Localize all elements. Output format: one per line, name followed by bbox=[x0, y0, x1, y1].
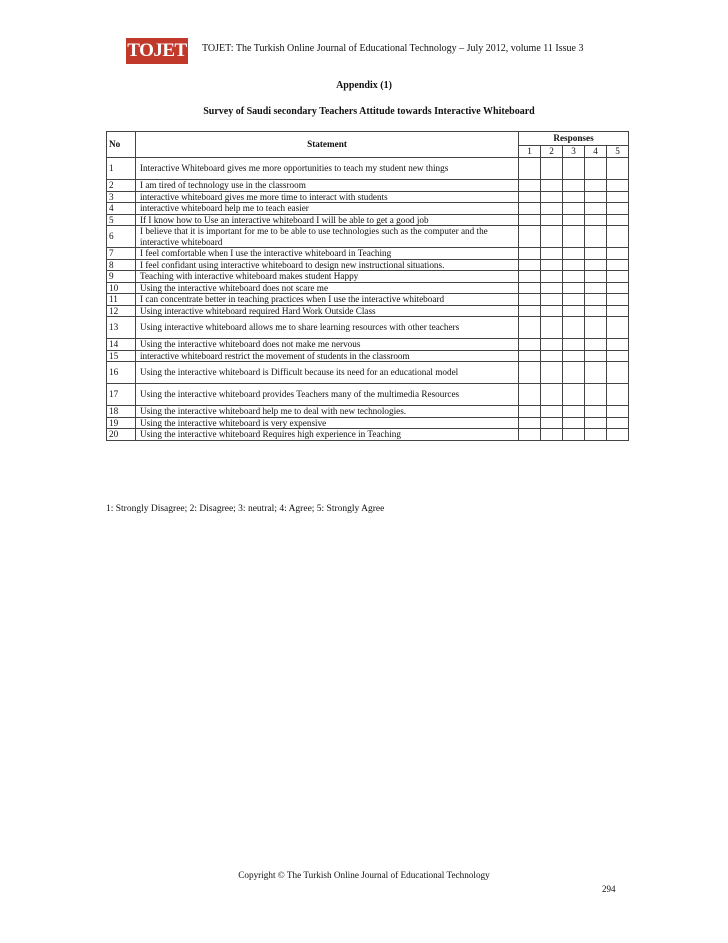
tojet-logo bbox=[126, 38, 188, 64]
response-cell-2[interactable] bbox=[541, 271, 563, 283]
row-number: 2 bbox=[107, 180, 136, 192]
row-number: 16 bbox=[107, 362, 136, 384]
response-cell-4[interactable] bbox=[585, 203, 607, 215]
row-number: 9 bbox=[107, 271, 136, 283]
row-statement: Using interactive whiteboard allows me to share learning resources with other teachers bbox=[136, 317, 519, 339]
response-cell-3[interactable] bbox=[563, 406, 585, 418]
row-statement: interactive whiteboard restrict the movement of students in the classroom bbox=[136, 350, 519, 362]
row-number: 20 bbox=[107, 429, 136, 441]
table-row bbox=[107, 282, 629, 294]
table-row bbox=[107, 429, 629, 441]
response-cell-1[interactable] bbox=[519, 305, 541, 317]
response-cell-2[interactable] bbox=[541, 191, 563, 203]
row-number: 4 bbox=[107, 203, 136, 215]
response-cell-4[interactable] bbox=[585, 158, 607, 180]
response-cell-1[interactable] bbox=[519, 248, 541, 260]
table-row bbox=[107, 226, 629, 248]
row-number: 17 bbox=[107, 384, 136, 406]
row-number: 12 bbox=[107, 305, 136, 317]
response-cell-2[interactable] bbox=[541, 248, 563, 260]
row-statement: I feel confidant using interactive whiteboard to design new instructional situations. bbox=[136, 259, 519, 271]
copyright-footer: Copyright © The Turkish Online Journal of Educational Technology bbox=[238, 870, 490, 880]
response-cell-1[interactable] bbox=[519, 282, 541, 294]
row-number: 11 bbox=[107, 294, 136, 306]
response-cell-4[interactable] bbox=[585, 226, 607, 248]
response-cell-5[interactable] bbox=[607, 429, 629, 441]
response-cell-5[interactable] bbox=[607, 271, 629, 283]
response-cell-2[interactable] bbox=[541, 384, 563, 406]
row-statement: Using the interactive whiteboard does not scare me bbox=[136, 282, 519, 294]
response-cell-1[interactable] bbox=[519, 350, 541, 362]
response-cell-2[interactable] bbox=[541, 226, 563, 248]
response-cell-4[interactable] bbox=[585, 406, 607, 418]
row-statement: Using the interactive whiteboard is Difficult because its need for an educational model bbox=[136, 362, 519, 384]
response-cell-3[interactable] bbox=[563, 417, 585, 429]
response-cell-5[interactable] bbox=[607, 350, 629, 362]
response-cell-2[interactable] bbox=[541, 203, 563, 215]
response-cell-1[interactable] bbox=[519, 271, 541, 283]
row-number: 6 bbox=[107, 226, 136, 248]
column-header-statement: Statement bbox=[136, 132, 519, 158]
response-cell-2[interactable] bbox=[541, 282, 563, 294]
table-row bbox=[107, 158, 629, 180]
row-statement: I believe that it is important for me to be able to use technologies such as the computer and the interactive whiteboard bbox=[136, 226, 519, 248]
response-cell-5[interactable] bbox=[607, 294, 629, 306]
row-number: 3 bbox=[107, 191, 136, 203]
response-cell-3[interactable] bbox=[563, 384, 585, 406]
response-cell-1[interactable] bbox=[519, 203, 541, 215]
response-cell-4[interactable] bbox=[585, 271, 607, 283]
table-row bbox=[107, 294, 629, 306]
response-legend: 1: Strongly Disagree; 2: Disagree; 3: neutral; 4: Agree; 5: Strongly Agree bbox=[106, 504, 385, 514]
table-row bbox=[107, 214, 629, 226]
response-cell-3[interactable] bbox=[563, 248, 585, 260]
response-cell-4[interactable] bbox=[585, 305, 607, 317]
scale-header-4: 4 bbox=[585, 146, 607, 158]
row-statement: I am tired of technology use in the classroom bbox=[136, 180, 519, 192]
table-row bbox=[107, 406, 629, 418]
response-cell-2[interactable] bbox=[541, 362, 563, 384]
response-cell-3[interactable] bbox=[563, 350, 585, 362]
response-cell-5[interactable] bbox=[607, 305, 629, 317]
response-cell-5[interactable] bbox=[607, 191, 629, 203]
response-cell-1[interactable] bbox=[519, 214, 541, 226]
row-number: 18 bbox=[107, 406, 136, 418]
row-number: 14 bbox=[107, 339, 136, 351]
response-cell-5[interactable] bbox=[607, 248, 629, 260]
response-cell-4[interactable] bbox=[585, 259, 607, 271]
response-cell-4[interactable] bbox=[585, 350, 607, 362]
response-cell-4[interactable] bbox=[585, 339, 607, 351]
row-statement: Using the interactive whiteboard Requires high experience in Teaching bbox=[136, 429, 519, 441]
response-cell-3[interactable] bbox=[563, 203, 585, 215]
scale-header-3: 3 bbox=[563, 146, 585, 158]
response-cell-4[interactable] bbox=[585, 248, 607, 260]
row-statement: Teaching with interactive whiteboard makes student Happy bbox=[136, 271, 519, 283]
response-cell-4[interactable] bbox=[585, 191, 607, 203]
response-cell-1[interactable] bbox=[519, 294, 541, 306]
response-cell-1[interactable] bbox=[519, 259, 541, 271]
table-row bbox=[107, 259, 629, 271]
response-cell-2[interactable] bbox=[541, 259, 563, 271]
response-cell-4[interactable] bbox=[585, 384, 607, 406]
response-cell-1[interactable] bbox=[519, 180, 541, 192]
row-number: 10 bbox=[107, 282, 136, 294]
response-cell-2[interactable] bbox=[541, 305, 563, 317]
response-cell-1[interactable] bbox=[519, 406, 541, 418]
survey-title: Survey of Saudi secondary Teachers Attitude towards Interactive Whiteboard bbox=[203, 106, 535, 117]
response-cell-4[interactable] bbox=[585, 294, 607, 306]
row-statement: I can concentrate better in teaching practices when I use the interactive whiteboard bbox=[136, 294, 519, 306]
row-number: 1 bbox=[107, 158, 136, 180]
response-cell-3[interactable] bbox=[563, 362, 585, 384]
response-cell-1[interactable] bbox=[519, 384, 541, 406]
scale-header-1: 1 bbox=[519, 146, 541, 158]
table-row bbox=[107, 248, 629, 260]
response-cell-5[interactable] bbox=[607, 384, 629, 406]
table-row bbox=[107, 191, 629, 203]
row-number: 13 bbox=[107, 317, 136, 339]
response-cell-1[interactable] bbox=[519, 417, 541, 429]
response-cell-5[interactable] bbox=[607, 180, 629, 192]
table-row bbox=[107, 339, 629, 351]
response-cell-4[interactable] bbox=[585, 214, 607, 226]
response-cell-1[interactable] bbox=[519, 226, 541, 248]
response-cell-5[interactable] bbox=[607, 317, 629, 339]
response-cell-4[interactable] bbox=[585, 417, 607, 429]
page-number: 294 bbox=[602, 884, 616, 894]
row-number: 7 bbox=[107, 248, 136, 260]
response-cell-2[interactable] bbox=[541, 350, 563, 362]
row-number: 19 bbox=[107, 417, 136, 429]
logo-text: TOJET bbox=[127, 40, 187, 61]
table-row bbox=[107, 417, 629, 429]
response-cell-1[interactable] bbox=[519, 429, 541, 441]
response-cell-5[interactable] bbox=[607, 339, 629, 351]
response-cell-2[interactable] bbox=[541, 339, 563, 351]
survey-body bbox=[107, 158, 629, 441]
row-number: 5 bbox=[107, 214, 136, 226]
page-header bbox=[126, 38, 606, 64]
row-statement: Using interactive whiteboard required Hard Work Outside Class bbox=[136, 305, 519, 317]
response-cell-5[interactable] bbox=[607, 158, 629, 180]
response-cell-3[interactable] bbox=[563, 282, 585, 294]
response-cell-5[interactable] bbox=[607, 417, 629, 429]
response-cell-3[interactable] bbox=[563, 294, 585, 306]
table-row bbox=[107, 305, 629, 317]
survey-table bbox=[106, 131, 629, 441]
row-statement: Using the interactive whiteboard provides Teachers many of the multimedia Resources bbox=[136, 384, 519, 406]
response-cell-1[interactable] bbox=[519, 191, 541, 203]
row-statement: Interactive Whiteboard gives me more opportunities to teach my student new things bbox=[136, 158, 519, 180]
row-statement: interactive whiteboard gives me more time to interact with students bbox=[136, 191, 519, 203]
journal-line: TOJET: The Turkish Online Journal of Educational Technology – July 2012, volume 11 Issue 3 bbox=[202, 43, 584, 54]
table-row bbox=[107, 350, 629, 362]
table-row bbox=[107, 362, 629, 384]
response-cell-3[interactable] bbox=[563, 271, 585, 283]
response-cell-3[interactable] bbox=[563, 191, 585, 203]
row-statement: Using the interactive whiteboard help me to deal with new technologies. bbox=[136, 406, 519, 418]
row-statement: Using the interactive whiteboard does not make me nervous bbox=[136, 339, 519, 351]
response-cell-1[interactable] bbox=[519, 339, 541, 351]
response-cell-3[interactable] bbox=[563, 259, 585, 271]
response-cell-5[interactable] bbox=[607, 259, 629, 271]
response-cell-3[interactable] bbox=[563, 180, 585, 192]
response-cell-3[interactable] bbox=[563, 226, 585, 248]
response-cell-4[interactable] bbox=[585, 362, 607, 384]
response-cell-2[interactable] bbox=[541, 158, 563, 180]
table-row bbox=[107, 271, 629, 283]
row-statement: If I know how to Use an interactive whiteboard I will be able to get a good job bbox=[136, 214, 519, 226]
column-header-no: No bbox=[107, 132, 136, 158]
response-cell-1[interactable] bbox=[519, 317, 541, 339]
response-cell-3[interactable] bbox=[563, 305, 585, 317]
response-cell-5[interactable] bbox=[607, 226, 629, 248]
response-cell-4[interactable] bbox=[585, 317, 607, 339]
table-row bbox=[107, 203, 629, 215]
response-cell-5[interactable] bbox=[607, 214, 629, 226]
response-cell-3[interactable] bbox=[563, 214, 585, 226]
column-header-responses: Responses bbox=[519, 132, 629, 146]
response-cell-2[interactable] bbox=[541, 406, 563, 418]
response-cell-3[interactable] bbox=[563, 429, 585, 441]
response-cell-5[interactable] bbox=[607, 203, 629, 215]
response-cell-5[interactable] bbox=[607, 282, 629, 294]
response-cell-4[interactable] bbox=[585, 429, 607, 441]
response-cell-4[interactable] bbox=[585, 180, 607, 192]
response-cell-3[interactable] bbox=[563, 339, 585, 351]
scale-header-5: 5 bbox=[607, 146, 629, 158]
row-number: 8 bbox=[107, 259, 136, 271]
appendix-title: Appendix (1) bbox=[336, 80, 392, 91]
row-statement: interactive whiteboard help me to teach easier bbox=[136, 203, 519, 215]
response-cell-5[interactable] bbox=[607, 362, 629, 384]
scale-header-2: 2 bbox=[541, 146, 563, 158]
response-cell-3[interactable] bbox=[563, 158, 585, 180]
response-cell-1[interactable] bbox=[519, 158, 541, 180]
row-number: 15 bbox=[107, 350, 136, 362]
row-statement: Using the interactive whiteboard is very expensive bbox=[136, 417, 519, 429]
response-cell-4[interactable] bbox=[585, 282, 607, 294]
table-row bbox=[107, 180, 629, 192]
response-cell-2[interactable] bbox=[541, 294, 563, 306]
response-cell-2[interactable] bbox=[541, 214, 563, 226]
response-cell-2[interactable] bbox=[541, 429, 563, 441]
response-cell-2[interactable] bbox=[541, 317, 563, 339]
response-cell-3[interactable] bbox=[563, 317, 585, 339]
response-cell-2[interactable] bbox=[541, 417, 563, 429]
response-cell-1[interactable] bbox=[519, 362, 541, 384]
response-cell-2[interactable] bbox=[541, 180, 563, 192]
table-row bbox=[107, 384, 629, 406]
table-row bbox=[107, 317, 629, 339]
response-cell-5[interactable] bbox=[607, 406, 629, 418]
row-statement: I feel comfortable when I use the interactive whiteboard in Teaching bbox=[136, 248, 519, 260]
